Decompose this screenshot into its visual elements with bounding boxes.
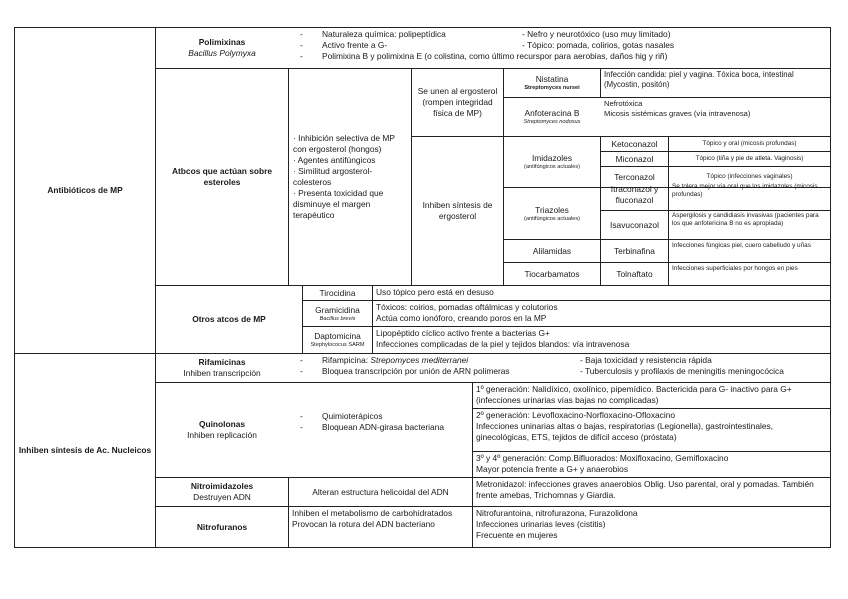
drug-isavuconazol-desc xyxy=(669,211,830,239)
generation-desc: 2º generación: Levofloxacino-Norfloxacino-Ofloxacino xyxy=(476,410,676,420)
rifamicinas-subtitle: Inhiben transcripción xyxy=(183,368,261,378)
mechanism-item: · Inhibición selectiva de MP con ergosterol (hongos) xyxy=(293,133,395,154)
rifamicinas-title: Rifamicinas xyxy=(198,357,246,367)
class-name: Imidazoles xyxy=(531,153,573,163)
drug-isavuconazol xyxy=(601,211,668,239)
drug-name: Tirocidina xyxy=(319,287,356,298)
daptomicina-label xyxy=(303,327,372,353)
daptomicina-desc xyxy=(373,327,830,353)
nistatina-label xyxy=(504,69,600,97)
drug-desc: Actúa como ionóforo, creando poros en la MP xyxy=(376,313,547,323)
drug-name: Terbinafina xyxy=(614,245,655,256)
polimixinas-left-item: Activo frente a G- xyxy=(322,40,388,50)
esteroles-mechanism xyxy=(289,69,411,285)
class-name: Alilamidas xyxy=(532,245,572,256)
quinolonas-gen2 xyxy=(473,409,830,451)
quinolonas-mech-item: Bloquean ADN-girasa bacteriana xyxy=(322,422,444,432)
rifamicinas-details: - Rifampicina: Strepomyces mediterranei - Bloquea transcripción por unión de ARN polimeras xyxy=(300,355,510,376)
drug-name: Itraconazol y fluconazol xyxy=(610,184,659,205)
class-note: (antifúngicos actuales) xyxy=(524,215,580,222)
generation-desc: Infecciones uninarias altas o bajas, respiratorias (Legionella), gastrointestinales, ginecológicas, ETS, tejidos de difícil acceso (próstata) xyxy=(476,421,774,442)
drug-source: Streptomyces nodosus xyxy=(523,119,581,125)
drug-name: Anfoteracina B xyxy=(524,108,580,118)
tirocidina-label xyxy=(303,286,372,300)
polimixinas-label xyxy=(156,28,288,68)
drug-desc: Tópico (infecciones vaginales) xyxy=(706,173,793,180)
drug-itraconazol xyxy=(601,180,668,210)
group-desc: Se unen al ergosterol (rompen integridad física de MP) xyxy=(417,86,498,118)
nitrofuranos-label xyxy=(156,507,288,547)
otros-label xyxy=(156,286,302,353)
drug-desc: Infecciones complicadas de la piel y tejidos blandos: vía intravenosa xyxy=(376,339,630,349)
nitroimidazoles-desc xyxy=(473,478,830,506)
polimixinas-right: - Nefro y neurotóxico (uso muy limitado) - Tópico: pomada, colirios, gotas nasales xyxy=(522,29,675,50)
drug-tolnaftato-desc xyxy=(669,263,830,285)
section-antibioticos-mp xyxy=(15,28,155,353)
drug-name: Ketoconazol xyxy=(611,138,658,149)
group-ergosterol-synthesis xyxy=(412,137,503,285)
rifamicinas-right-item: Baja toxicidad y resistencia rápida xyxy=(585,355,712,365)
quinolonas-subtitle: Inhiben replicación xyxy=(187,430,257,440)
class-name: Tiocarbamatos xyxy=(524,268,580,279)
polimixinas-details: - Naturaleza química: polipeptídica - Activo frente a G- - Polimixina B y polimixina E (o colistina, como último recurspor para aerobias, daños hig y riñ) xyxy=(300,29,668,61)
esteroles-label xyxy=(156,69,288,285)
quinolonas-gen1 xyxy=(473,383,830,408)
tirocidina-desc xyxy=(373,286,830,300)
class-note: (antifúngicos actuales) xyxy=(524,164,580,170)
drug-desc: Nefrotóxica xyxy=(604,99,643,108)
rifamicinas-label xyxy=(156,354,288,382)
otros-title: Otros atcos de MP xyxy=(192,314,266,324)
drug-desc: Infección candida: piel y vagina. Tóxica boca, intestinal (Mycostin, positón) xyxy=(604,70,794,89)
drug-desc: Uso tópico pero está en desuso xyxy=(376,287,494,297)
nitroimidazoles-title: Nitroimidazoles xyxy=(190,481,254,491)
drug-desc: Lipopéptido cíclico activo frente a bacterias G+ xyxy=(376,328,550,338)
drug-itraconazol-desc xyxy=(669,180,830,210)
drug-desc: Infecciones urinarias leves (cistitis) xyxy=(476,519,606,529)
section-inhiben-acidos-nucleicos xyxy=(15,354,155,547)
rifamicinas-left-prefix: Rifampicina: xyxy=(322,355,371,365)
tiocarbamatos-label xyxy=(504,263,600,285)
imidazoles-label xyxy=(504,137,600,187)
nitrofuranos-desc xyxy=(473,507,830,547)
drug-terbinafina-desc xyxy=(669,240,830,262)
quinolonas-label xyxy=(156,383,288,477)
drug-desc: Infecciones superficiales por hongos en pies xyxy=(672,265,798,272)
drug-source: Streptomyces nursei xyxy=(524,85,580,91)
quinolonas-gen3 xyxy=(473,452,830,477)
drug-name: Isavuconazol xyxy=(610,219,659,230)
drug-source: Bacillus brevis xyxy=(319,315,356,322)
drug-ketoconazol xyxy=(601,137,668,151)
alilamidas-label xyxy=(504,240,600,262)
drug-terbinafina xyxy=(601,240,668,262)
drug-desc: Metronidazol: infecciones graves anaerobios Oblig. Uso parental, oral y pomadas. También frente amebas, Trichomnas y Giardia. xyxy=(476,479,814,500)
drug-source: Stephylococus SARM xyxy=(310,342,365,348)
section-label: Inhiben síntesis de Ac. Nucleicos xyxy=(18,445,152,455)
drug-desc: Frecuente en mujeres xyxy=(476,530,558,540)
drug-ketoconazol-desc xyxy=(669,137,830,151)
drug-miconazol-desc xyxy=(669,152,830,166)
nistatina-desc xyxy=(601,69,830,97)
gramicidina-label xyxy=(303,301,372,326)
polimixinas-left-item: Naturaleza química: polipeptídica xyxy=(322,29,446,39)
nitroimidazoles-mech xyxy=(289,478,472,506)
group-desc: Inhiben síntesis de ergosterol xyxy=(422,200,493,221)
drug-desc: Tóxicos: coirios, pomadas oftálmicas y colutorios xyxy=(376,302,558,312)
mechanism-item: · Presenta toxicidad que disminuye el margen terapéutico xyxy=(293,188,384,220)
nitroimidazoles-label xyxy=(156,478,288,506)
quinolonas-mechanism: - Quimioterápicos - Bloquean ADN-girasa bacteriana xyxy=(300,411,444,432)
generation-desc: 1º generación: Nalidíxico, oxolínico, pipemídico. Bactericida para G- inactivo para G+ (infecciones urinarias vías bajas no complicadas) xyxy=(476,384,792,405)
drug-name: Miconazol xyxy=(615,153,654,164)
polimixinas-title: Polimixinas xyxy=(198,37,246,47)
triazoles-label xyxy=(504,188,600,239)
drug-name: Daptomicina xyxy=(314,331,361,341)
anfotericina-desc xyxy=(601,98,830,136)
mechanism-text: Inhiben el metabolismo de carbohidratados Provocan la rotura del ADN bacteriano xyxy=(292,508,453,529)
drug-desc: Tópico (tiña y pie de atleta. Vaginosis) xyxy=(695,155,804,162)
quinolonas-title: Quinolonas xyxy=(198,419,246,429)
rifamicinas-left-italic: Strepomyces mediterranei xyxy=(370,355,469,365)
drug-tolnaftato xyxy=(601,263,668,285)
rifamicinas-right: - Baja toxicidad y resistencia rápida - Tuberculosis y profilaxis de meningitis meningocócica xyxy=(580,355,784,376)
group-ergosterol-binding xyxy=(412,69,503,136)
esteroles-title: Atbcos que actúan sobre esteroles xyxy=(171,166,273,187)
nitrofuranos-title: Nitrofuranos xyxy=(196,521,248,532)
drug-miconazol xyxy=(601,152,668,166)
drug-desc: Nitrofurantoina, nitrofurazona, Furazolidona xyxy=(476,508,638,518)
section-label: Antibióticos de MP xyxy=(47,185,123,195)
nitroimidazoles-subtitle: Destruyen ADN xyxy=(193,492,251,502)
polimixinas-right-item: Nefro y neurotóxico (uso muy limitado) xyxy=(527,29,671,39)
drug-desc: Micosis sistémicas graves (vía intravenosa) xyxy=(604,109,751,118)
drug-desc: Se tolera mejor vía oral que los imidazoles (micosis profundas) xyxy=(672,183,818,198)
drug-desc: Tópico y oral (micosis profundas) xyxy=(702,140,797,147)
rifamicinas-right-item: Tuberculosis y profilaxis de meningitis meningocócica xyxy=(584,366,784,376)
polimixinas-right-item: Tópico: pomada, colirios, gotas nasales xyxy=(526,40,675,50)
mechanism-item: · Agentes antifúngicos xyxy=(293,155,376,165)
class-name: Triazoles xyxy=(535,204,569,215)
drug-name: Tolnaftato xyxy=(616,268,653,279)
gramicidina-desc xyxy=(373,301,830,326)
generation-desc: 3º y 4º generación: Comp.Bifluorados: Moxifloxacino, Gemifloxacino xyxy=(476,453,729,463)
drug-desc: Aspergilosis y candidiasis invasivas (pacientes para los que anfotericina B no es apropiada) xyxy=(672,212,819,227)
drug-name: Terconazol xyxy=(614,171,655,182)
nitrofuranos-mech xyxy=(289,507,472,547)
rifamicinas-left-item: Bloquea transcripción por unión de ARN polimeras xyxy=(322,366,510,376)
mechanism-item: · Similitud argosterol-colesteros xyxy=(293,166,373,187)
anfotericina-label xyxy=(504,98,600,136)
generation-desc: Mayor potencia frente a G+ y anaerobios xyxy=(476,464,629,474)
mechanism-text: Alteran estructura helicoidal del ADN xyxy=(312,486,449,497)
drug-name: Nistatina xyxy=(535,74,569,84)
polimixinas-subtitle: Bacillus Polymyxa xyxy=(188,48,256,58)
quinolonas-mech-item: Quimioterápicos xyxy=(322,411,383,421)
drug-name: Gramicidina xyxy=(315,304,360,315)
polimixinas-left-item: Polimixina B y polimixina E (o colistina, como último recurspor para aerobias, daños hig y riñ) xyxy=(322,51,668,61)
drug-desc: Infecciones fúngicas piel, cuero cabelludo y uñas xyxy=(672,242,811,249)
